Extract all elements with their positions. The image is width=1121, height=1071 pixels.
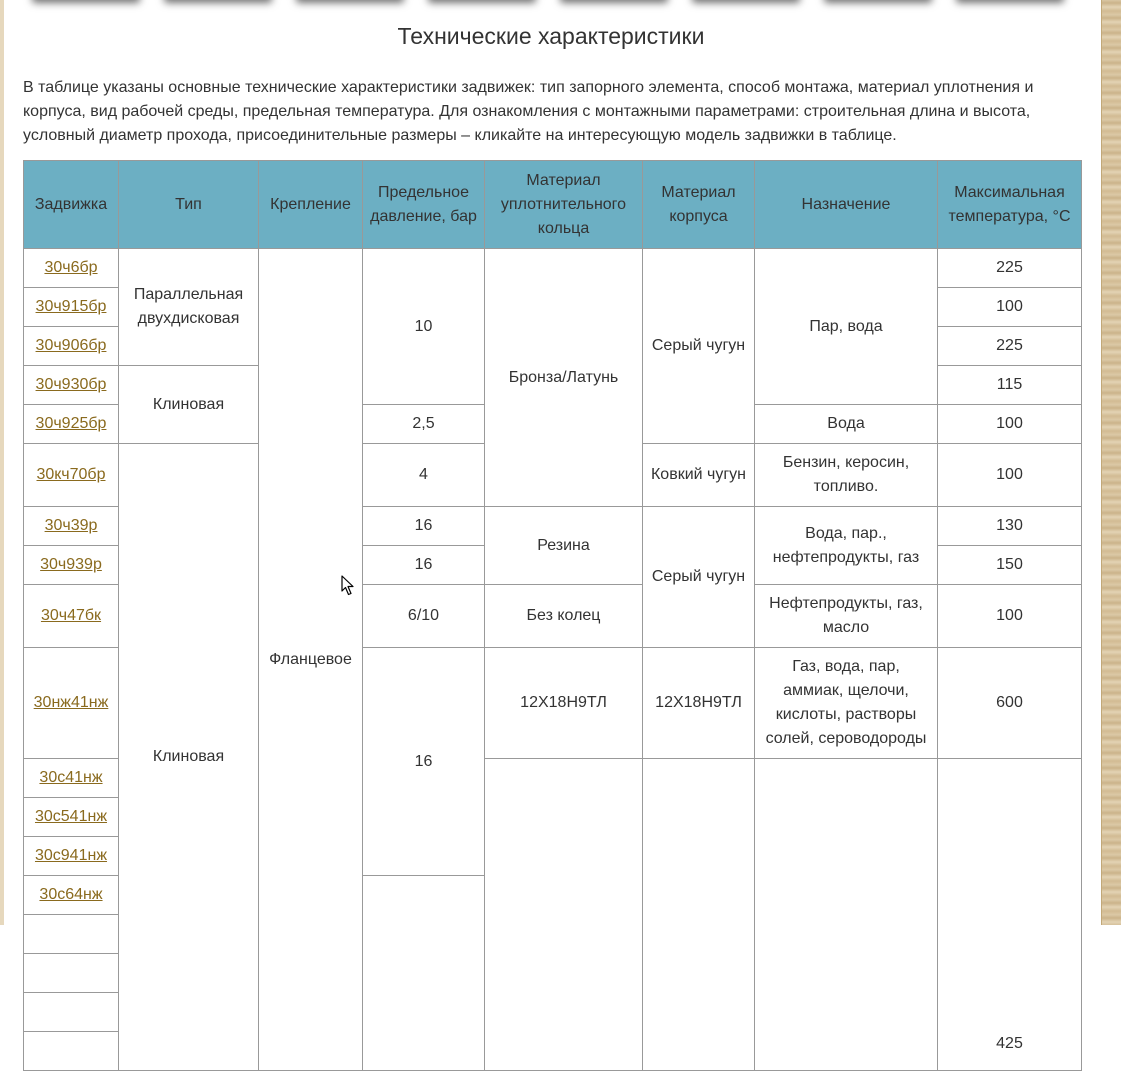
pressure-cell: 2,5 [363, 405, 485, 444]
model-cell [24, 288, 119, 327]
model-cell [24, 648, 119, 759]
model-cell [24, 759, 119, 798]
mounting-cell: Фланцевое [259, 249, 363, 1071]
model-link[interactable]: 30ч930бр [35, 376, 107, 393]
body-cell: Ковкий чугун [643, 444, 755, 507]
temp-cell: 130 [938, 507, 1082, 546]
pressure-cell: 16 [363, 507, 485, 546]
purpose-cell: Вода, пар., нефтепродукты, газ [755, 507, 938, 585]
seal-cell: Бронза/Латунь [485, 249, 643, 507]
model-cell [24, 444, 119, 507]
pressure-cell: 16 [363, 546, 485, 585]
model-link[interactable]: 30ч47бк [40, 607, 102, 624]
table-header-row [24, 161, 1082, 249]
model-cell [24, 993, 119, 1032]
pressure-cell: 4 [363, 444, 485, 507]
model-link[interactable]: 30с941нж [34, 847, 108, 864]
temp-cell: 600 [938, 648, 1082, 759]
model-link[interactable]: 30ч6бр [44, 259, 98, 276]
page-background-right [1101, 0, 1121, 925]
column-header: Назначение [755, 161, 938, 249]
temp-cell: 100 [938, 585, 1082, 648]
specs-table [23, 160, 1082, 1071]
purpose-cell: Нефтепродукты, газ, масло [755, 585, 938, 648]
page-background-left [0, 0, 4, 925]
model-cell [24, 837, 119, 876]
temp-cell: 150 [938, 546, 1082, 585]
body-cell: 12Х18Н9ТЛ [643, 648, 755, 759]
type-cell: Клиновая [119, 366, 259, 444]
pressure-cell: 10 [363, 249, 485, 405]
purpose-cell: Газ, вода, пар, аммиак, щелочи, кислоты, растворы солей, сероводороды [755, 648, 938, 759]
model-link[interactable]: 30ч939р [40, 556, 102, 573]
model-cell [24, 915, 119, 954]
purpose-cell: Бензин, керосин, топливо. [755, 444, 938, 507]
seal-cell: Без колец [485, 585, 643, 648]
column-header: Материал корпуса [643, 161, 755, 249]
model-cell [24, 1032, 119, 1071]
temp-cell [938, 759, 1082, 1071]
model-cell [24, 405, 119, 444]
model-cell [24, 507, 119, 546]
temp-cell: 225 [938, 327, 1082, 366]
pressure-cell [363, 876, 485, 1071]
type-cell: Клиновая [119, 444, 259, 1071]
table-row [24, 249, 1082, 288]
temp-cell: 225 [938, 249, 1082, 288]
model-link[interactable]: 30с64нж [39, 886, 103, 903]
column-header: Тип [119, 161, 259, 249]
purpose-cell [755, 759, 938, 1071]
model-link[interactable]: 30ч915бр [35, 298, 107, 315]
model-link[interactable]: 30ч39р [44, 517, 98, 534]
body-cell: Серый чугун [643, 249, 755, 444]
temp-cell: 100 [938, 288, 1082, 327]
model-cell [24, 327, 119, 366]
temp-cell: 100 [938, 444, 1082, 507]
model-cell [24, 954, 119, 993]
model-cell [24, 585, 119, 648]
body-cell [643, 759, 755, 1071]
seal-cell: 12Х18Н9ТЛ [485, 648, 643, 759]
model-cell [24, 798, 119, 837]
seal-cell [485, 759, 643, 1071]
model-link[interactable]: 30ч925бр [35, 415, 107, 432]
purpose-cell: Вода [755, 405, 938, 444]
temp-cell: 115 [938, 366, 1082, 405]
column-header: Материал уплотнительного кольца [485, 161, 643, 249]
purpose-cell: Пар, вода [755, 249, 938, 405]
model-link[interactable]: 30с541нж [34, 808, 108, 825]
model-link[interactable]: 30с41нж [39, 769, 103, 786]
column-header: Предельное давление, бар [363, 161, 485, 249]
column-header: Крепление [259, 161, 363, 249]
body-cell: Серый чугун [643, 507, 755, 648]
type-cell: Параллельная двухдисковая [119, 249, 259, 366]
section-title: Технические характеристики [397, 23, 705, 49]
seal-cell: Резина [485, 507, 643, 585]
column-header: Задвижка [24, 161, 119, 249]
model-link[interactable]: 30кч70бр [36, 466, 106, 483]
temp-cell: 100 [938, 405, 1082, 444]
model-link[interactable]: 30ч906бр [35, 337, 107, 354]
pressure-cell: 16 [363, 648, 485, 876]
temp-value: 425 [996, 1035, 1023, 1052]
intro-text: В таблице указаны основные технические характеристики задвижек: тип запорного элемента, способ монтажа, материал уплотнения и корпуса, вид рабочей среды, предельная температура. Для ознакомления с монтажными параметрами: строительная длина и высота, условный диаметр прохода, присоединительные размеры – кликайте на интересующую модель задвижки в таблице. [23, 79, 1034, 144]
pressure-cell: 6/10 [363, 585, 485, 648]
mouse-pointer-icon [341, 575, 355, 597]
model-cell [24, 366, 119, 405]
model-cell [24, 546, 119, 585]
column-header: Максимальная температура, °С [938, 161, 1082, 249]
model-cell [24, 876, 119, 915]
model-link[interactable]: 30нж41нж [33, 694, 109, 711]
model-cell [24, 249, 119, 288]
